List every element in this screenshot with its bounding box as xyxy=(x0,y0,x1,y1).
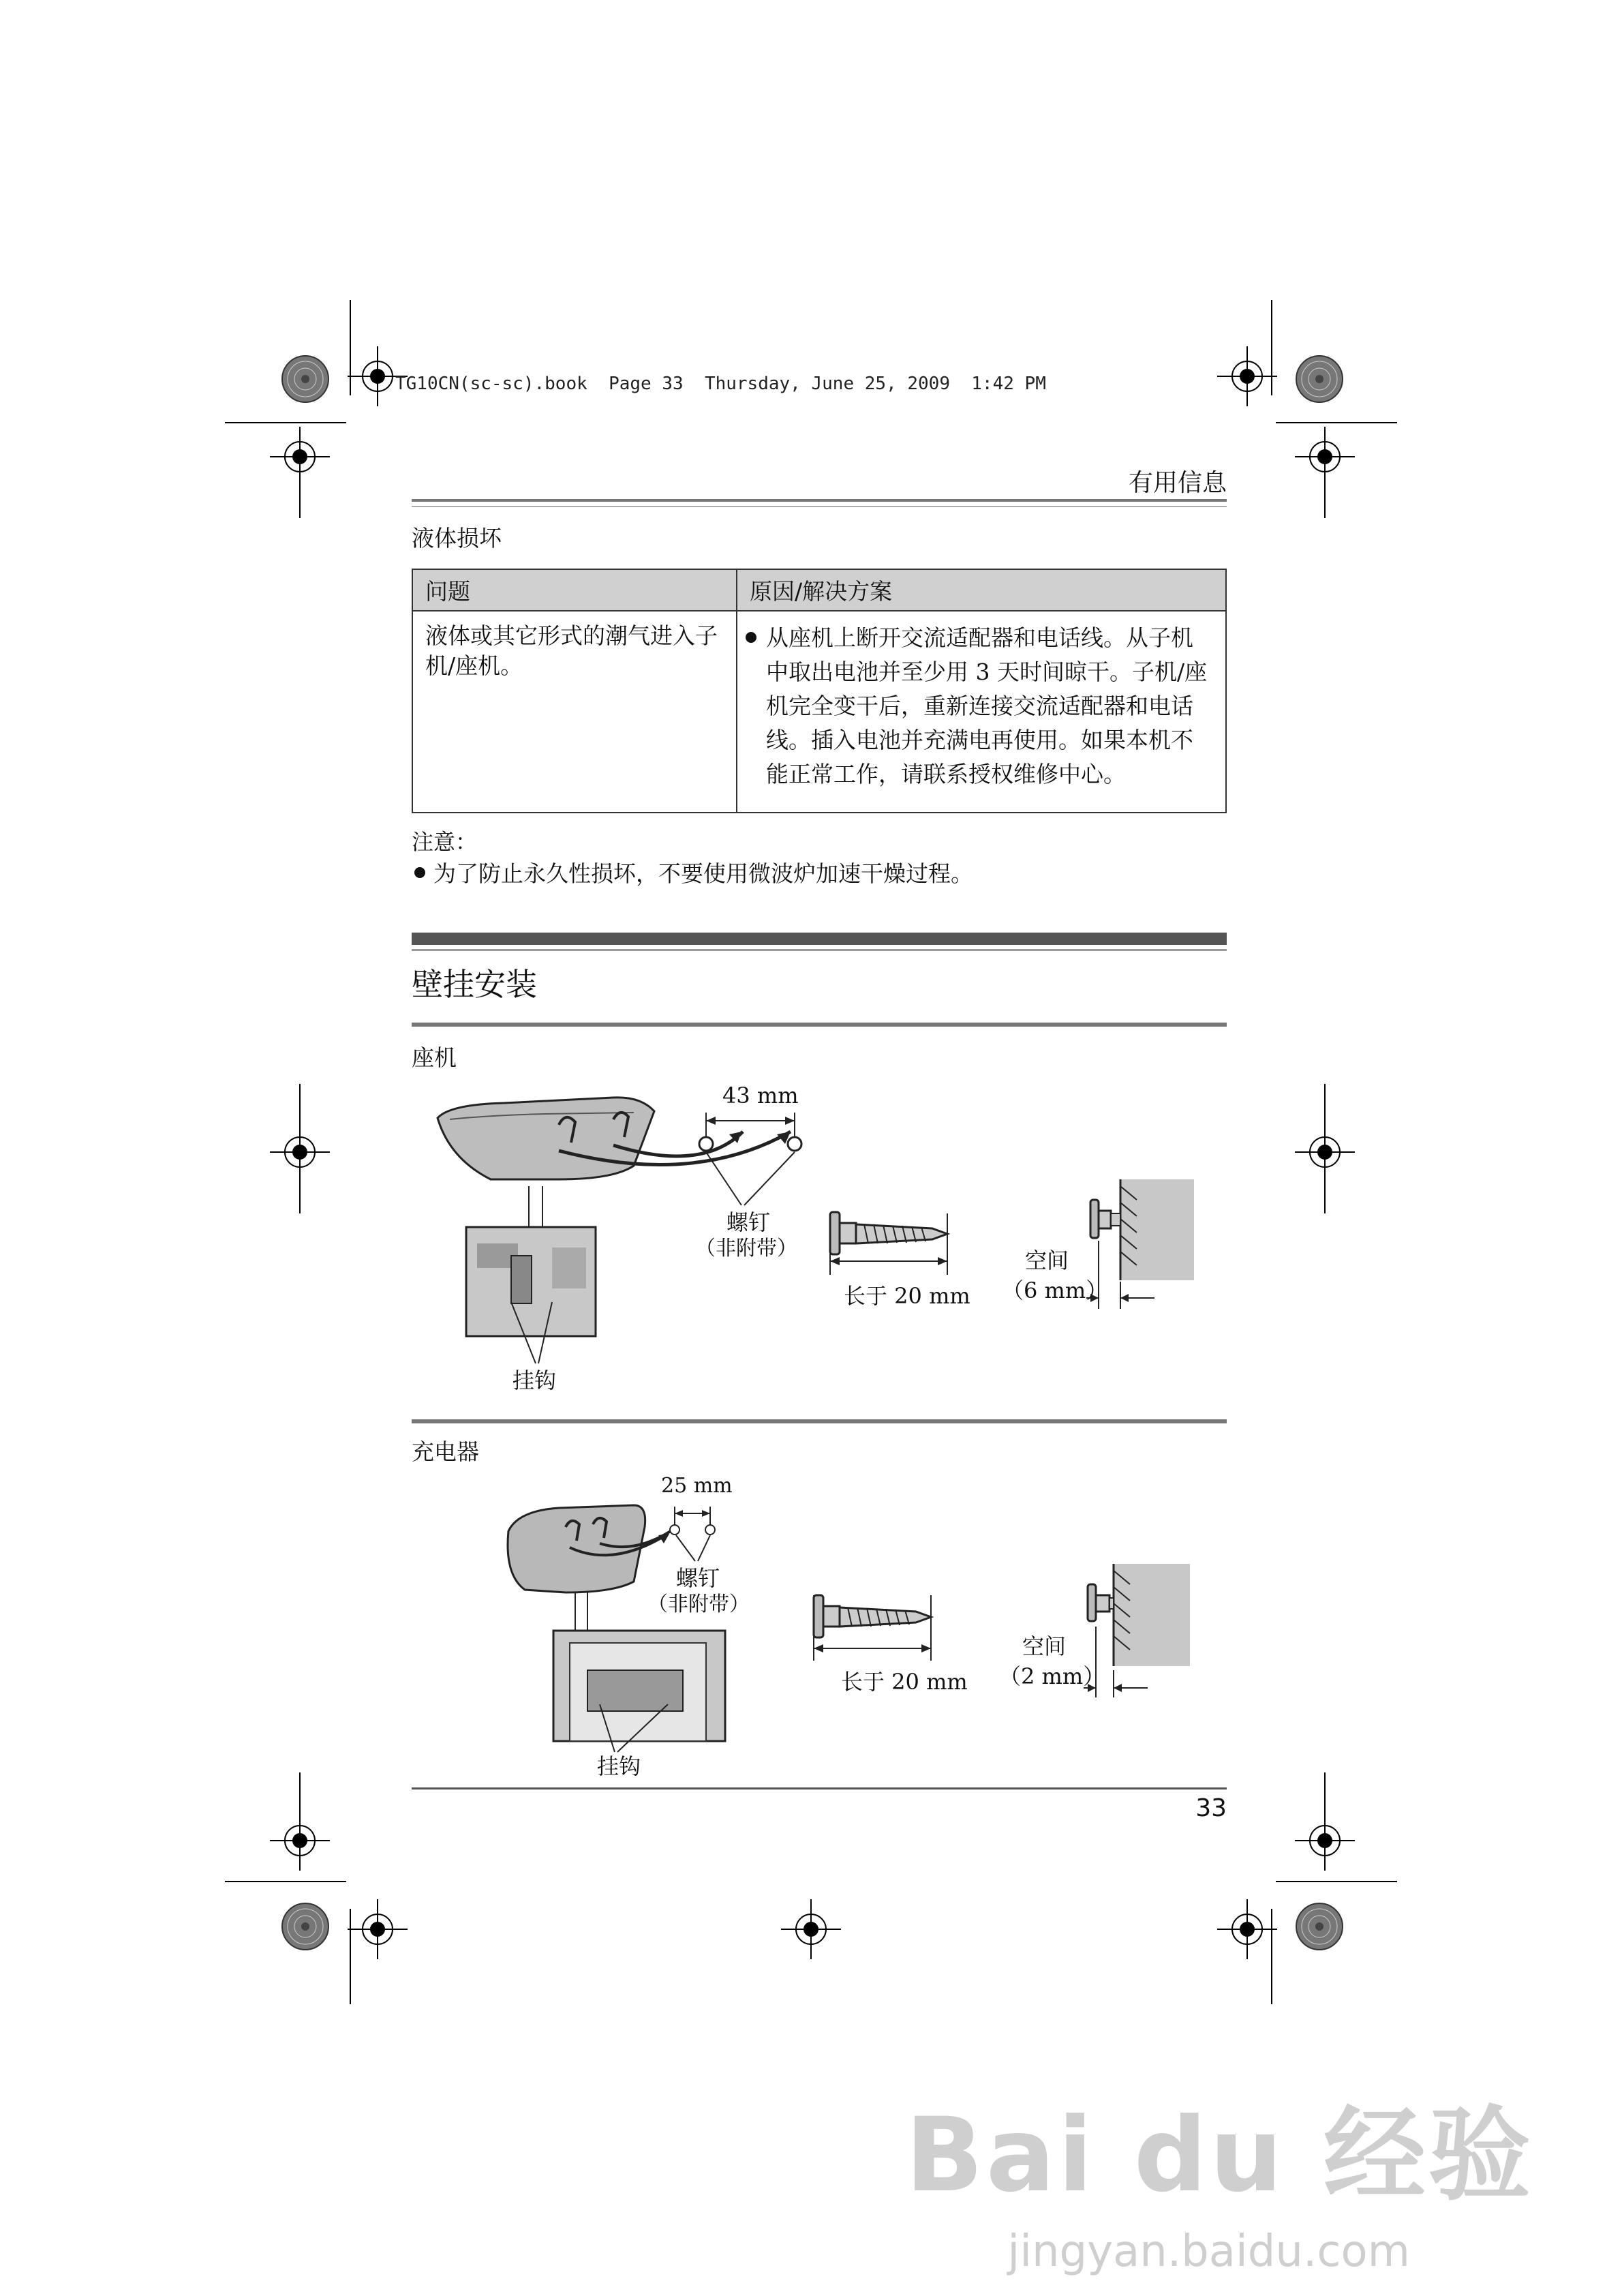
bullet-icon xyxy=(414,867,425,878)
subsection-rule-base xyxy=(412,1023,1227,1027)
subsection-rule-charger xyxy=(412,1419,1227,1423)
running-header-title: 有用信息 xyxy=(1128,469,1227,497)
section-heading-liquid-damage: 液体损坏 xyxy=(412,525,502,552)
section-bar xyxy=(412,933,1227,945)
base-gap-label: 空间 xyxy=(1025,1248,1069,1273)
problem-cell: 液体或其它形式的潮气进入子机/座机。 xyxy=(412,611,737,813)
table-header-problem: 问题 xyxy=(412,569,737,611)
base-spacing-label: 43 mm xyxy=(722,1083,799,1108)
solution-text: 从座机上断开交流适配器和电话线。从子机中取出电池并至少用 3 天时间晾干。子机/座机完全变干后，重新连接交流适配器和电话线。插入电池并充满电再使用。如果本机不能正常工作，请联系授权维修中心。 xyxy=(766,624,1208,787)
base-screw-note: （非附带） xyxy=(695,1237,797,1260)
subsection-heading-charger: 充电器 xyxy=(412,1438,479,1465)
baidu-watermark xyxy=(905,2072,1533,2277)
base-screw-length: 长于 20 mm xyxy=(844,1283,970,1309)
note-heading: 注意： xyxy=(412,829,478,855)
charger-hook-label: 挂钩 xyxy=(597,1753,641,1779)
table-header-solution: 原因/解决方案 xyxy=(737,569,1226,611)
header-rule-thin xyxy=(412,506,1227,507)
table-header-row xyxy=(412,569,1226,611)
troubleshooting-table xyxy=(412,569,1227,813)
charger-gap-label: 空间 xyxy=(1022,1633,1067,1659)
page-number: 33 xyxy=(1195,1794,1227,1822)
section-title-wall-mount: 壁挂安装 xyxy=(412,966,537,1003)
watermark-url: jingyan.baidu.com xyxy=(1007,2226,1411,2277)
base-unit-figure xyxy=(409,1077,1227,1404)
header-rule xyxy=(412,499,1227,502)
watermark-brand: Bai du 经验 xyxy=(905,2096,1533,2215)
charger-screw-label: 螺钉 xyxy=(676,1565,720,1591)
charger-spacing-label: 25 mm xyxy=(661,1474,733,1498)
base-gap-value: （6 mm） xyxy=(1002,1278,1108,1303)
footer-rule xyxy=(412,1787,1227,1789)
table-row xyxy=(412,611,1226,813)
subsection-heading-base-unit: 座机 xyxy=(412,1044,457,1071)
charger-figure xyxy=(409,1472,1227,1786)
section-bar-thin xyxy=(412,949,1227,951)
solution-cell xyxy=(737,611,1226,813)
print-header-line: TG10CN(sc-sc).book Page 33 Thursday, June 25, 2009 1:42 PM xyxy=(395,374,1046,394)
base-hook-label: 挂钩 xyxy=(512,1368,557,1393)
charger-gap-value: （2 mm） xyxy=(999,1663,1105,1689)
note-item-text: 为了防止永久性损坏，不要使用微波炉加速干燥过程。 xyxy=(433,860,973,887)
base-screw-label: 螺钉 xyxy=(726,1209,771,1235)
charger-diagram xyxy=(409,1472,1227,1786)
charger-screw-note: （非附带） xyxy=(647,1592,750,1616)
base-unit-diagram xyxy=(409,1077,1227,1404)
charger-screw-length: 长于 20 mm xyxy=(841,1669,968,1695)
note-item xyxy=(412,856,973,888)
bullet-icon xyxy=(746,632,756,643)
